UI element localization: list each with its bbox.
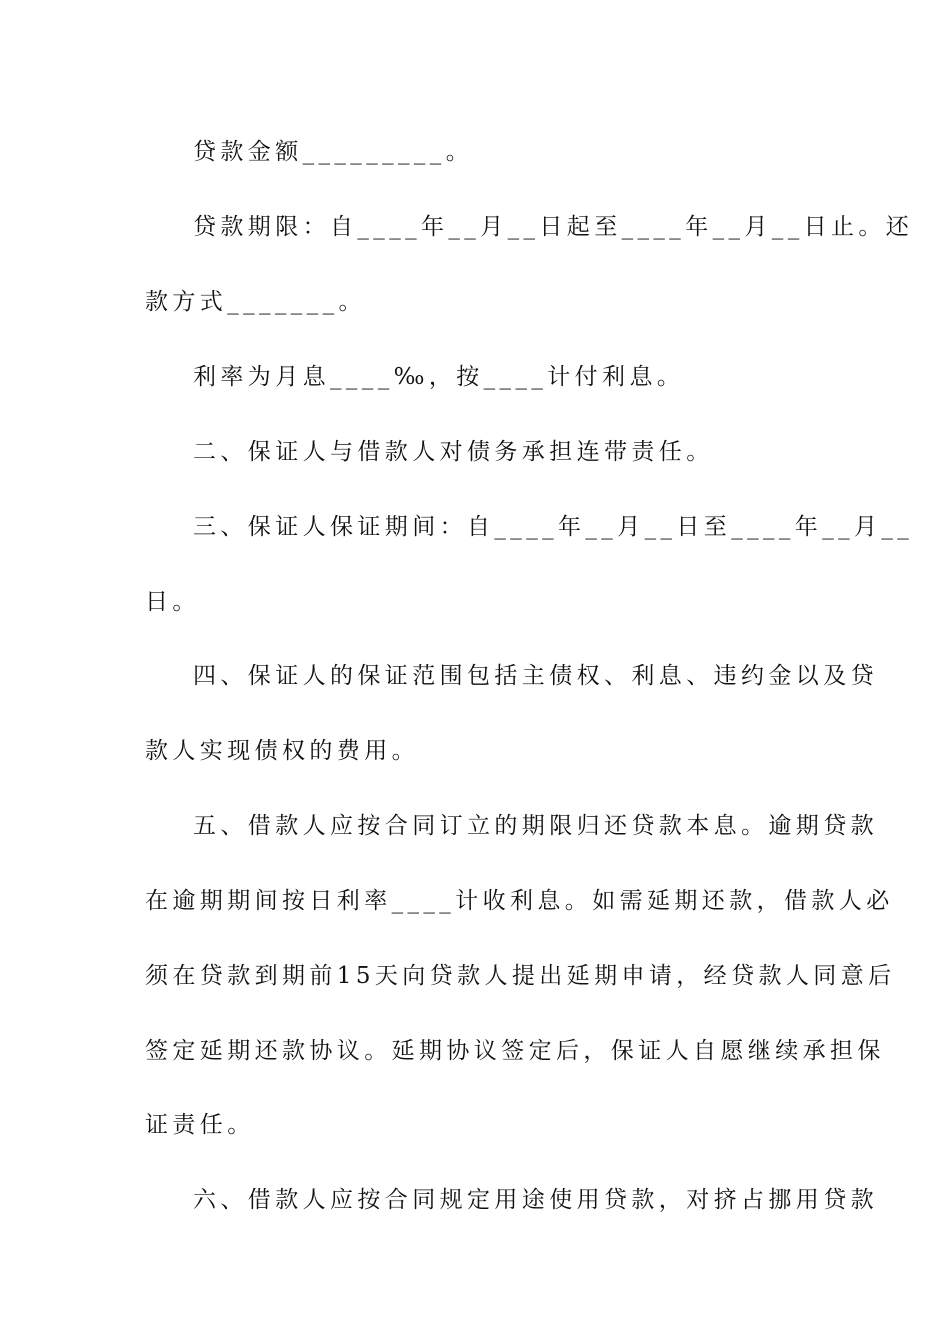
clause-five-continuation-3: 签定延期还款协议。延期协议签定后，保证人自愿继续承担保 (145, 1038, 885, 1064)
clause-five-continuation-2: 须在贷款到期前15天向贷款人提出延期申请，经贷款人同意后 (145, 963, 896, 989)
loan-term-line: 贷款期限：自____年__月__日起至____年__月__日止。还 (193, 214, 914, 240)
interest-rate-line: 利率为月息____‰，按____计付利息。 (193, 364, 685, 390)
clause-five-continuation-1: 在逾期期间按日利率____计收利息。如需延期还款，借款人必 (145, 888, 894, 914)
repayment-method-line: 款方式_______。 (145, 289, 366, 315)
clause-three-line: 三、保证人保证期间：自____年__月__日至____年__月__ (193, 514, 914, 540)
clause-five-continuation-4: 证责任。 (145, 1112, 255, 1138)
clause-two-line: 二、保证人与借款人对债务承担连带责任。 (193, 439, 714, 465)
clause-four-continuation: 款人实现债权的费用。 (145, 738, 419, 764)
loan-amount-line: 贷款金额_________。 (193, 139, 474, 165)
clause-four-line: 四、保证人的保证范围包括主债权、利息、违约金以及贷 (193, 663, 878, 689)
clause-six-line: 六、借款人应按合同规定用途使用贷款，对挤占挪用贷款 (193, 1187, 878, 1213)
clause-three-continuation: 日。 (145, 589, 200, 615)
clause-five-line: 五、借款人应按合同订立的期限归还贷款本息。逾期贷款 (193, 813, 878, 839)
